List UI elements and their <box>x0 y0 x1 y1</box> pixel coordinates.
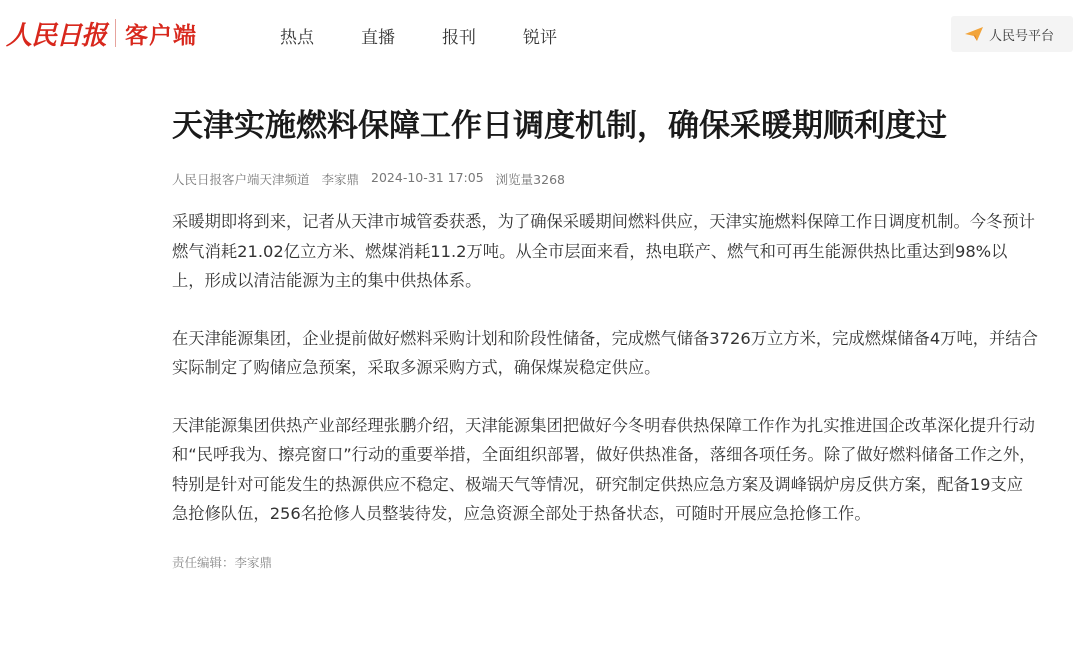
main-nav <box>280 20 604 50</box>
brand[interactable] <box>6 13 197 53</box>
peoples-daily-logo[interactable]: 人民日报 <box>6 20 107 51</box>
article-meta <box>172 170 1042 188</box>
nav-item-hot[interactable]: 热点 <box>280 27 314 48</box>
peoples-account-platform-button[interactable] <box>951 16 1073 52</box>
app-name[interactable]: 客户端 <box>125 22 198 49</box>
article-paragraph: 天津能源集团供热产业部经理张鹏介绍，天津能源集团把做好今冬明春供热保障工作作为扎实推进国企改革深化提升行动和“民呼我为、擦亮窗口”行动的重要举措，全面组织部署，做好供热准备，落细各项任务。除了做好燃料储备工作之外，特别是针对可能发生的热源供应不稳定、极端天气等情况，研究制定供热应急方案及调峰锅炉房反供方案，配备19支应急抢修队伍，256名抢修人员整装待发，应急资源全部处于热备状态，可随时开展应急抢修工作。 <box>172 415 1036 523</box>
article-datetime: 2024-10-31 17:05 <box>371 170 484 185</box>
nav-item-commentary[interactable]: 锐评 <box>523 27 557 48</box>
article-author: 李家鼎 <box>321 172 360 187</box>
article-source[interactable]: 人民日报客户端天津频道 <box>172 172 310 187</box>
brand-divider <box>115 19 116 47</box>
article-views: 浏览量3268 <box>495 172 565 187</box>
article-paragraph: 采暖期即将到来，记者从天津市城管委获悉，为了确保采暖期间燃料供应，天津实施燃料保障工作日调度机制。今冬预计燃气消耗21.02亿立方米、燃煤消耗11.2万吨。从全市层面来看，热电联产、燃气和可再生能源供热比重达到98%以上，形成以清洁能源为主的集中供热体系。 <box>172 212 1035 290</box>
article <box>172 102 1042 571</box>
top-bar <box>0 0 1080 70</box>
nav-item-live[interactable]: 直播 <box>361 27 395 48</box>
responsible-editor: 责任编辑：李家鼎 <box>172 554 273 570</box>
article-title: 天津实施燃料保障工作日调度机制，确保采暖期顺利度过 <box>172 108 947 144</box>
article-paragraph: 在天津能源集团，企业提前做好燃料采购计划和阶段性储备，完成燃气储备3726万立方米，完成燃煤储备4万吨，并结合实际制定了购储应急预案，采取多源采购方式，确保煤炭稳定供应。 <box>172 328 1038 377</box>
paper-plane-icon <box>965 27 983 41</box>
platform-button-label: 人民号平台 <box>989 28 1055 44</box>
nav-item-newspaper[interactable]: 报刊 <box>442 27 476 48</box>
